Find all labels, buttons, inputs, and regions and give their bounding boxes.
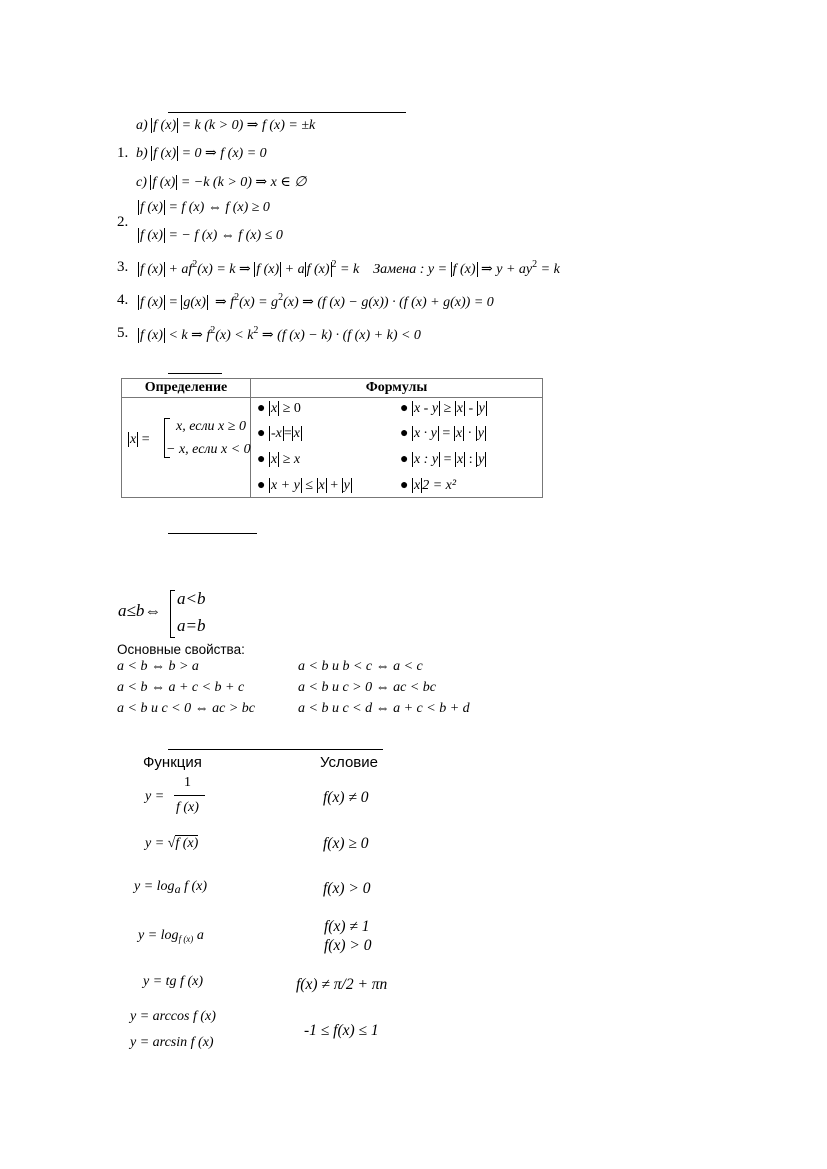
row6-condition: -1 ≤ f(x) ≤ 1: [304, 1022, 379, 1039]
domain-heading-line: [168, 749, 383, 750]
item-1c: c) f (x) = −k (k > 0) ⇒ x ∈ ∅: [136, 175, 307, 190]
item-2-number: 2.: [117, 214, 129, 230]
inequality-bracket: [170, 590, 175, 638]
property-4: a < b и b < c ⇔ a < c: [298, 659, 423, 674]
row4-function: $y = \log_{f (x)} a$: [138, 928, 204, 944]
formula-8: ● x 2 = x²: [400, 478, 457, 493]
property-6: a < b и c < d ⇔ a + c < b + d: [298, 701, 470, 716]
inequality-lhs: a≤b⇔: [118, 601, 162, 620]
table-head-formulas: Формулы: [251, 379, 543, 398]
row2-condition: f(x) ≥ 0: [323, 835, 369, 852]
item-4-number: 4.: [117, 292, 129, 308]
row6-function-arccos: y = arccos f (x): [130, 1009, 216, 1024]
item-1b: b) f (x) = 0 ⇒ f (x) = 0: [136, 146, 267, 161]
item-3: f $(x) + af^2(x) = k$ ⇒ f (x) + a f (x) $^2$ = k Замена : y = f (x) ⇒ $y + ay^2 = k$: [140, 259, 560, 277]
row5-function: y = tg f (x): [143, 974, 203, 989]
formula-2: ● -x = x: [257, 426, 300, 441]
item-2a: f (x) = f (x) ⇔ f (x) ≥ 0: [140, 200, 270, 215]
item-2b: f (x) = − f (x) ⇔ f (x) ≤ 0: [140, 228, 283, 243]
row5-condition: f(x) ≠ π/2 + πn: [296, 976, 388, 993]
formula-4: ● x + y ≤ x + y: [257, 478, 350, 493]
formula-7: ● x : y = x : y: [400, 452, 485, 467]
inequality-heading-line: [168, 533, 257, 534]
definition-case-2: − x, если x < 0: [166, 442, 251, 457]
formula-3: ● x ≥ x: [257, 452, 301, 467]
property-2: a < b ⇔ a + c < b + c: [117, 680, 245, 695]
row2-function: y = √f (x): [145, 836, 199, 851]
row1-condition: f(x) ≠ 0: [323, 789, 369, 806]
inequality-case-2: a=b: [177, 616, 206, 635]
formula-5: ● x - y ≥ x - y: [400, 401, 485, 416]
definition-case-1: x, если x ≥ 0: [176, 419, 246, 434]
row3-condition: f(x) > 0: [323, 880, 371, 897]
row1-function-y: y =: [145, 789, 165, 804]
item-4: f (x) = g(x) ⇒ $f^2(x) = g^2(x)$ ⇒ (f (x) − g(x)) · (f (x) + g(x)) = 0: [140, 292, 494, 310]
item-1a: a) f (x) = k (k > 0) ⇒ f (x) = ±k: [136, 118, 316, 133]
column-condition: Условие: [320, 754, 378, 771]
row1-numerator: 1: [184, 775, 191, 790]
definition-lhs: x =: [130, 432, 150, 447]
property-5: a < b и c > 0 ⇔ ac < bc: [298, 680, 436, 695]
item-5: f (x) < k ⇒ $f^2(x) < k^2$ ⇒ (f (x) − k) · (f (x) + k) < 0: [140, 325, 421, 343]
row1-denominator: f (x): [176, 800, 199, 815]
property-1: a < b ⇔ b > a: [117, 659, 199, 674]
row3-function: $y = \log_a f$ (x): [134, 879, 207, 896]
item-5-number: 5.: [117, 325, 129, 341]
row1-fraction-bar: [174, 795, 205, 796]
table-heading-line: [168, 373, 222, 374]
row4-condition-2: f(x) > 0: [324, 937, 372, 954]
sqrt-sign: √: [167, 836, 176, 851]
formula-1: ● x ≥ 0: [257, 401, 301, 416]
property-3: a < b и c < 0 ⇔ ac > bc: [117, 701, 255, 716]
column-function: Функция: [143, 754, 202, 771]
item-1-number: 1.: [117, 145, 129, 161]
formula-6: ● x · y = x · y: [400, 426, 484, 441]
row4-condition-1: f(x) ≠ 1: [324, 918, 370, 935]
item-3-number: 3.: [117, 259, 129, 275]
row6-function-arcsin: y = arcsin f (x): [130, 1035, 214, 1050]
table-head-definition: Определение: [122, 379, 251, 398]
properties-title: Основные свойства:: [117, 642, 245, 657]
inequality-case-1: a<b: [177, 589, 206, 608]
section1-heading-line: [168, 112, 406, 113]
